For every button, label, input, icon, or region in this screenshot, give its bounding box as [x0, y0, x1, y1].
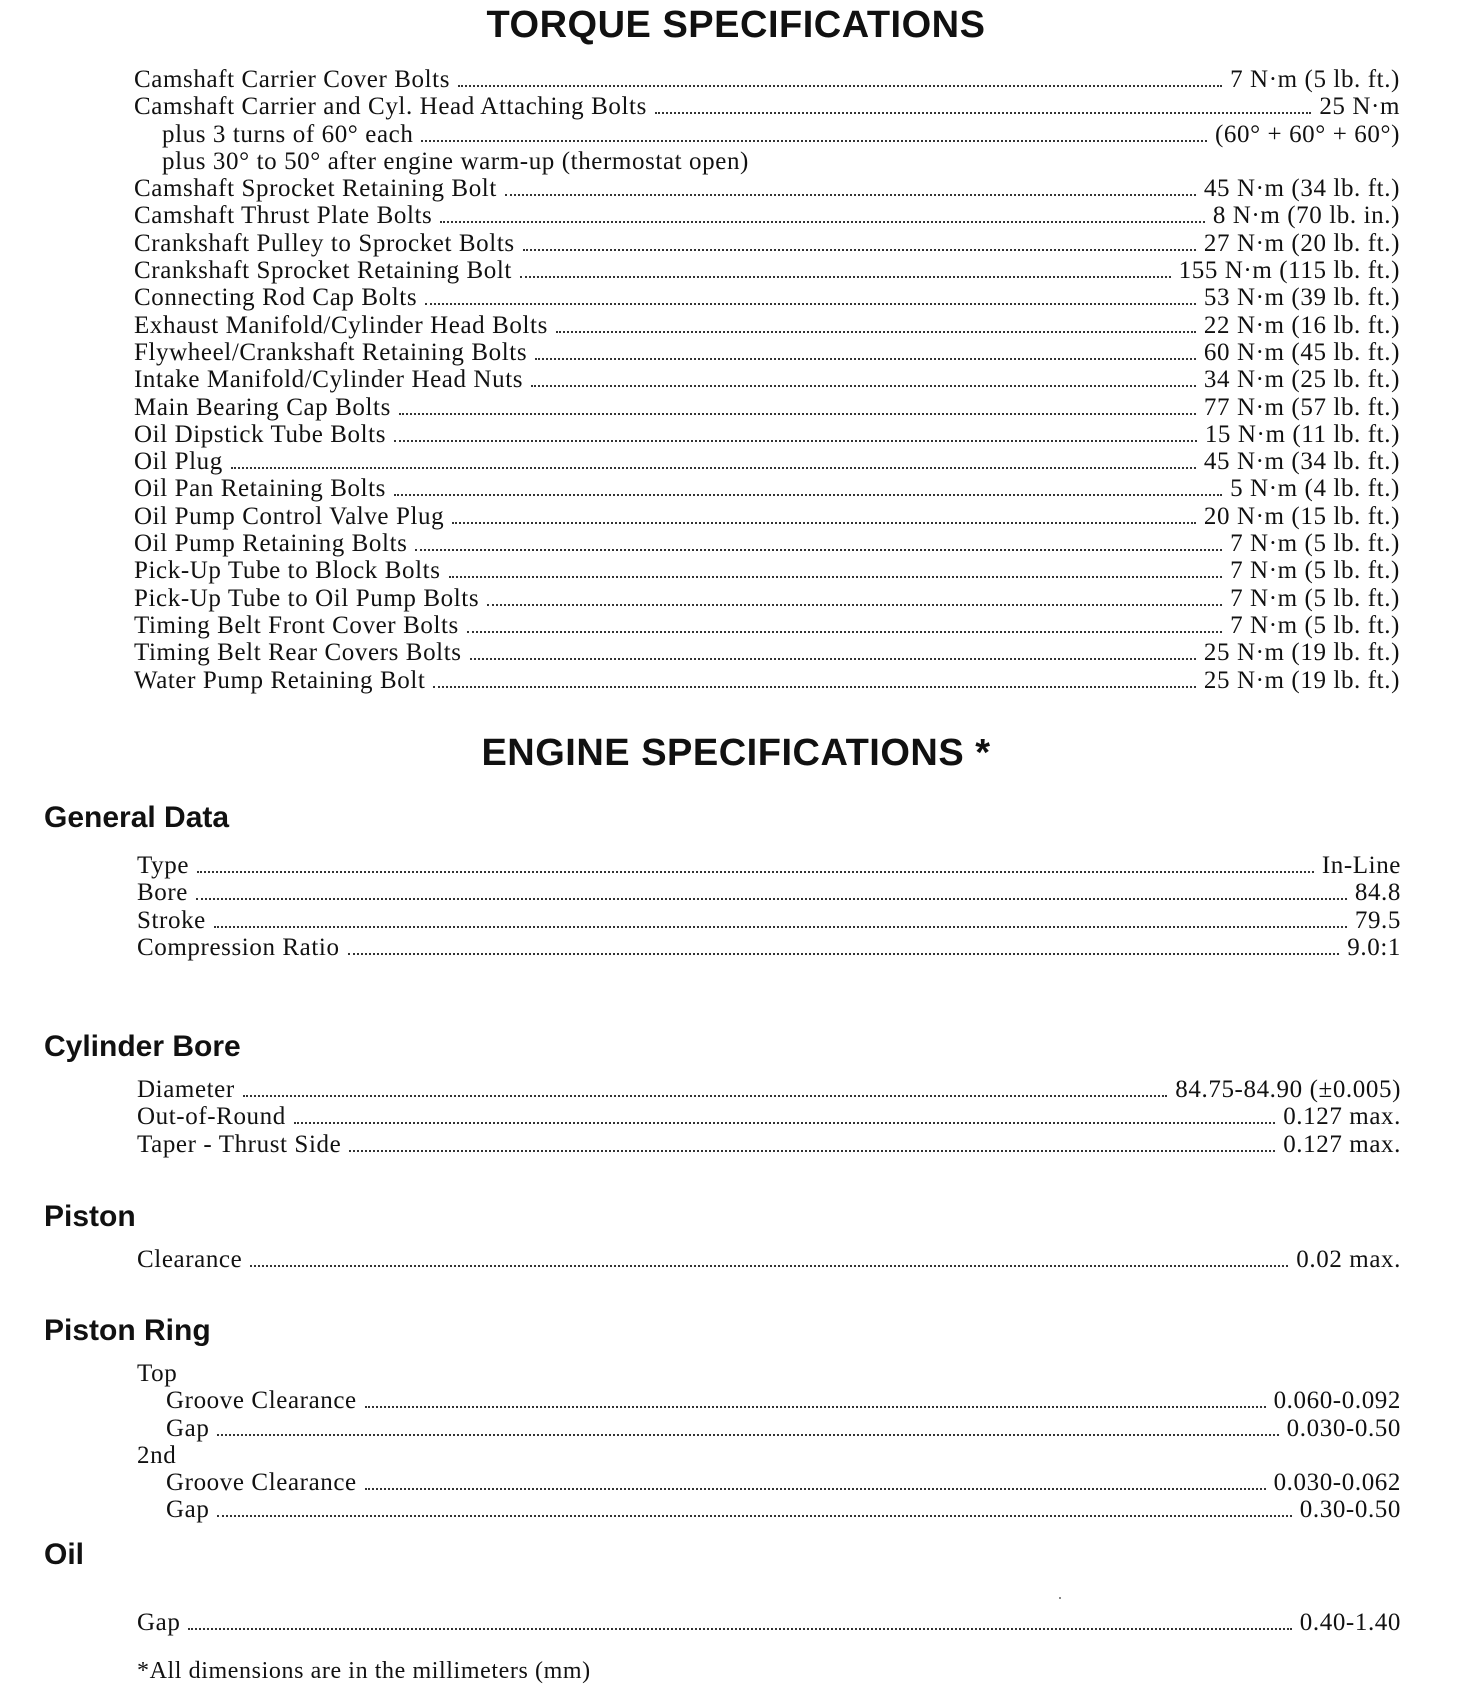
dot-leader	[531, 385, 1196, 387]
torque-row	[134, 257, 1400, 284]
spec-label: Gap	[137, 1609, 181, 1636]
spec-value: 25 N·m (19 lb. ft.)	[1203, 639, 1400, 667]
group-label: 2nd	[137, 1441, 177, 1469]
spec-label: Timing Belt Rear Covers Bolts	[134, 639, 462, 667]
spec-label: Main Bearing Cap Bolts	[134, 393, 391, 421]
spec-label: Camshaft Carrier and Cyl. Head Attaching Bolts	[134, 93, 647, 121]
spec-label: plus 30° to 50° after engine warm-up (thermostat open)	[162, 147, 749, 175]
spec-value: In-Line	[1321, 852, 1401, 879]
spec-label: Bore	[137, 879, 188, 907]
dot-leader	[188, 1628, 1291, 1630]
spec-label: Oil Pan Retaining Bolts	[134, 475, 386, 503]
spec-label: Out-of-Round	[137, 1103, 286, 1131]
spec-value: 155 N·m (115 lb. ft.)	[1178, 257, 1400, 285]
spec-label: Groove Clearance	[166, 1469, 357, 1497]
spec-value: 7 N·m (5 lb. ft.)	[1230, 584, 1400, 612]
spec-value: 7 N·m (5 lb. ft.)	[1230, 530, 1400, 558]
spec-label: Crankshaft Pulley to Sprocket Bolts	[134, 229, 515, 257]
spec-row	[137, 1076, 1401, 1103]
spec-value: 0.030-0.062	[1273, 1469, 1401, 1497]
engine-specifications-title: ENGINE SPECIFICATIONS *	[481, 732, 991, 774]
torque-row	[134, 448, 1400, 475]
torque-row	[134, 175, 1400, 202]
spec-value: 84.8	[1354, 879, 1401, 907]
dot-leader	[452, 522, 1196, 524]
dot-leader	[365, 1406, 1266, 1408]
torque-row	[134, 421, 1400, 448]
spec-label: Stroke	[137, 906, 206, 934]
spec-label: Crankshaft Sprocket Retaining Bolt	[134, 257, 512, 285]
spec-value: 5 N·m (4 lb. ft.)	[1230, 475, 1400, 503]
spec-label: Diameter	[137, 1076, 235, 1103]
spec-row	[137, 852, 1401, 879]
spec-value: 7 N·m (5 lb. ft.)	[1230, 557, 1400, 585]
spec-value: 20 N·m (15 lb. ft.)	[1203, 502, 1400, 530]
spec-row	[166, 1415, 1401, 1442]
spec-value: 25 N·m	[1319, 93, 1400, 121]
dot-leader	[415, 549, 1222, 551]
torque-row	[134, 667, 1400, 694]
spec-row	[137, 1609, 1401, 1636]
spec-row	[137, 1103, 1401, 1130]
torque-row	[162, 121, 1400, 148]
spec-label: Clearance	[137, 1246, 243, 1273]
piston-ring-list	[0, 1360, 1472, 1524]
dot-leader	[217, 1515, 1291, 1517]
spec-label: Camshaft Sprocket Retaining Bolt	[134, 175, 497, 203]
spec-group-label	[137, 1360, 1401, 1387]
spec-label: Connecting Rod Cap Bolts	[134, 284, 418, 312]
group-label: Top	[137, 1360, 178, 1387]
spec-value: (60° + 60° + 60°)	[1214, 120, 1400, 148]
dot-leader	[231, 467, 1196, 469]
dot-leader	[294, 1122, 1275, 1124]
spec-label: Groove Clearance	[166, 1387, 357, 1415]
spec-row	[166, 1469, 1401, 1496]
spec-row	[137, 879, 1401, 906]
spec-label: Camshaft Thrust Plate Bolts	[134, 202, 433, 230]
spec-value: 8 N·m (70 lb. in.)	[1212, 202, 1400, 230]
torque-row	[134, 339, 1400, 366]
dot-leader	[505, 194, 1196, 196]
torque-row	[134, 530, 1400, 557]
spec-row	[166, 1496, 1401, 1523]
spec-value: 53 N·m (39 lb. ft.)	[1203, 284, 1400, 312]
spec-value: 0.40-1.40	[1299, 1609, 1401, 1636]
torque-row	[162, 148, 1400, 175]
torque-row	[134, 557, 1400, 584]
dot-leader	[467, 631, 1222, 633]
spec-label: Pick-Up Tube to Oil Pump Bolts	[134, 584, 480, 612]
dot-leader	[365, 1488, 1266, 1490]
spec-value: 7 N·m (5 lb. ft.)	[1230, 611, 1400, 639]
torque-specifications-title: TORQUE SPECIFICATIONS	[486, 4, 986, 46]
spec-value: 0.02 max.	[1296, 1246, 1401, 1273]
scan-speck	[1059, 1597, 1061, 1599]
dot-leader	[487, 604, 1222, 606]
spec-label: plus 3 turns of 60° each	[162, 120, 414, 148]
dot-leader	[214, 926, 1347, 928]
dot-leader	[217, 1434, 1278, 1436]
spec-row	[137, 1246, 1401, 1273]
dot-leader	[556, 331, 1196, 333]
dot-leader	[458, 85, 1222, 87]
spec-value: 22 N·m (16 lb. ft.)	[1203, 311, 1400, 339]
torque-row	[134, 639, 1400, 666]
spec-label: Oil Dipstick Tube Bolts	[134, 420, 387, 448]
spec-value: 79.5	[1354, 906, 1401, 934]
torque-specifications-list	[0, 66, 1472, 694]
dot-leader	[523, 249, 1196, 251]
spec-value: 0.060-0.092	[1273, 1387, 1401, 1415]
spec-value: 84.75-84.90 (±0.005)	[1175, 1076, 1401, 1103]
spec-value: 15 N·m (11 lb. ft.)	[1204, 420, 1400, 448]
torque-row	[134, 66, 1400, 93]
spec-label: Intake Manifold/Cylinder Head Nuts	[134, 366, 524, 394]
spec-value: 77 N·m (57 lb. ft.)	[1203, 393, 1400, 421]
spec-label: Type	[137, 852, 190, 879]
spec-value: 45 N·m (34 lb. ft.)	[1203, 448, 1400, 476]
torque-row	[134, 284, 1400, 311]
spec-label: Taper - Thrust Side	[137, 1130, 342, 1158]
piston-ring-heading: Piston Ring	[44, 1314, 211, 1347]
spec-label: Oil Pump Retaining Bolts	[134, 530, 408, 558]
dot-leader	[197, 871, 1314, 873]
dot-leader	[449, 576, 1223, 578]
spec-label: Pick-Up Tube to Block Bolts	[134, 557, 441, 585]
spec-value: 0.127 max.	[1283, 1103, 1401, 1131]
spec-row	[166, 1387, 1401, 1414]
footnote: *All dimensions are in the millimeters (mm)	[137, 1658, 591, 1684]
dot-leader	[655, 112, 1311, 114]
piston-heading: Piston	[44, 1200, 136, 1233]
spec-value: 9.0:1	[1347, 933, 1401, 961]
spec-row	[137, 934, 1401, 961]
torque-row	[134, 475, 1400, 502]
spec-value: 34 N·m (25 lb. ft.)	[1203, 366, 1400, 394]
spec-label: Timing Belt Front Cover Bolts	[134, 611, 459, 639]
spec-group-label	[137, 1442, 1401, 1469]
cylinder-bore-list	[0, 1076, 1472, 1158]
dot-leader	[394, 494, 1222, 496]
spec-label: Oil Plug	[134, 448, 223, 476]
piston-list	[0, 1246, 1472, 1273]
spec-value: 7 N·m (5 lb. ft.)	[1230, 66, 1400, 93]
dot-leader	[535, 358, 1196, 360]
dot-leader	[440, 221, 1204, 223]
spec-label: Gap	[166, 1414, 210, 1442]
spec-label: Compression Ratio	[137, 933, 340, 961]
dot-leader	[196, 898, 1347, 900]
torque-row	[134, 230, 1400, 257]
dot-leader	[421, 140, 1207, 142]
torque-row	[134, 503, 1400, 530]
dot-leader	[399, 413, 1196, 415]
torque-row	[134, 312, 1400, 339]
spec-label: Exhaust Manifold/Cylinder Head Bolts	[134, 311, 548, 339]
torque-row	[134, 366, 1400, 393]
dot-leader	[394, 440, 1197, 442]
torque-row	[134, 93, 1400, 120]
dot-leader	[349, 1150, 1275, 1152]
torque-row	[134, 394, 1400, 421]
spec-value: 45 N·m (34 lb. ft.)	[1203, 175, 1400, 203]
dot-leader	[470, 658, 1196, 660]
spec-value: 25 N·m (19 lb. ft.)	[1203, 666, 1400, 694]
spec-label: Water Pump Retaining Bolt	[134, 666, 426, 694]
dot-leader	[425, 303, 1196, 305]
dot-leader	[520, 276, 1171, 278]
oil-list	[0, 1609, 1472, 1636]
general-data-heading: General Data	[44, 801, 230, 834]
oil-heading: Oil	[44, 1538, 85, 1571]
dot-leader	[250, 1265, 1288, 1267]
spec-value: 0.030-0.50	[1286, 1414, 1401, 1442]
spec-value: 27 N·m (20 lb. ft.)	[1203, 229, 1400, 257]
torque-row	[134, 585, 1400, 612]
spec-label: Oil Pump Control Valve Plug	[134, 502, 445, 530]
torque-row	[134, 612, 1400, 639]
spec-value: 0.127 max.	[1283, 1130, 1401, 1158]
spec-row	[137, 1131, 1401, 1158]
spec-value: 0.30-0.50	[1299, 1496, 1401, 1524]
dot-leader	[348, 953, 1340, 955]
spec-row	[137, 907, 1401, 934]
cylinder-bore-heading: Cylinder Bore	[44, 1030, 241, 1063]
general-data-list	[0, 852, 1472, 961]
spec-label: Flywheel/Crankshaft Retaining Bolts	[134, 338, 528, 366]
torque-row	[134, 202, 1400, 229]
spec-label: Gap	[166, 1496, 210, 1524]
dot-leader	[433, 686, 1195, 688]
dot-leader	[243, 1095, 1167, 1097]
spec-label: Camshaft Carrier Cover Bolts	[134, 66, 451, 93]
spec-value: 60 N·m (45 lb. ft.)	[1203, 338, 1400, 366]
